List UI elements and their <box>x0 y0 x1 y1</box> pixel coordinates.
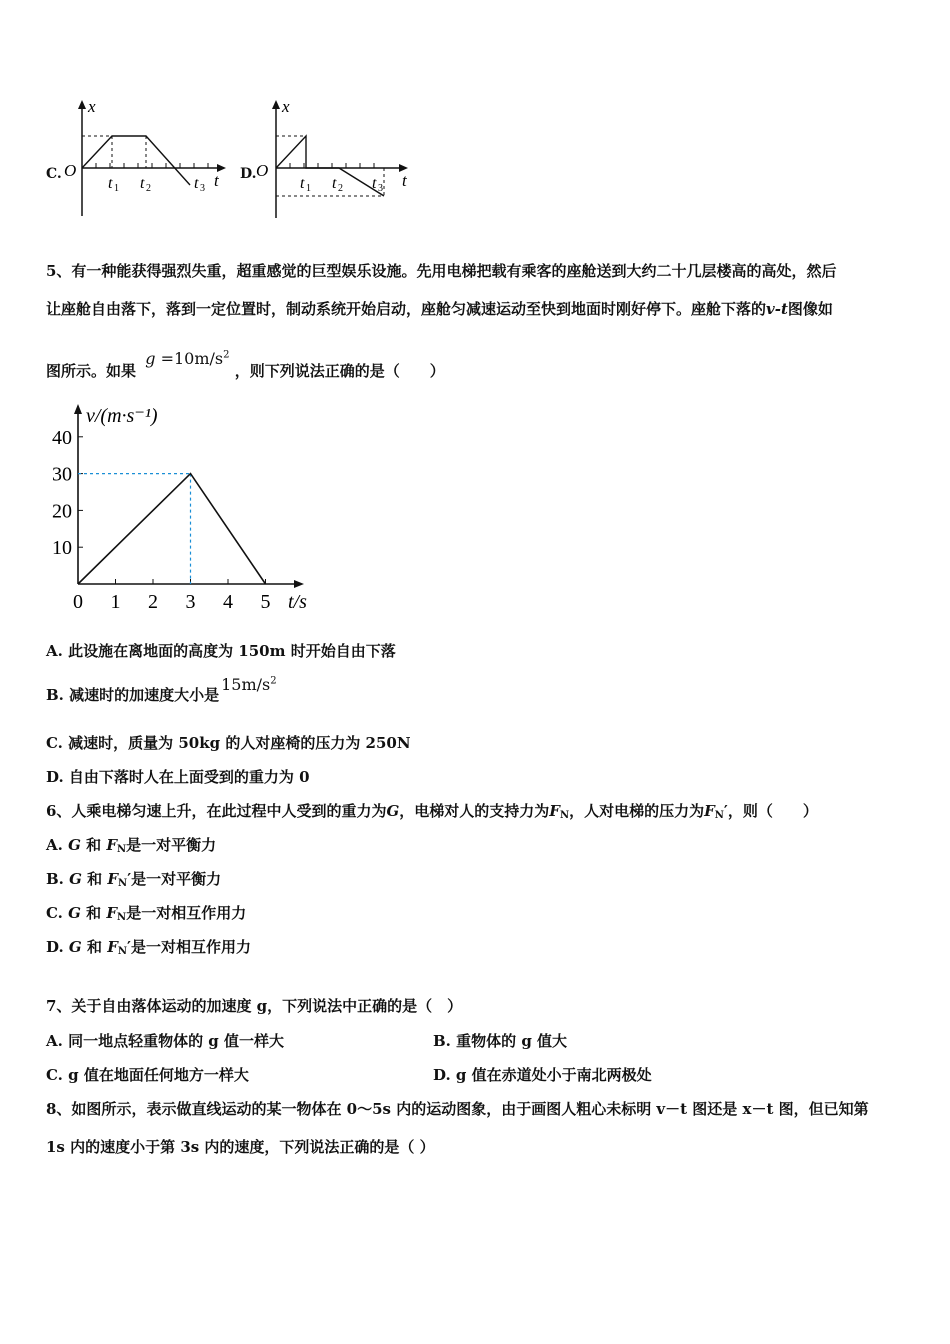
graph-c-t3-sub: 3 <box>200 183 205 194</box>
y-tick-label: 20 <box>52 500 72 523</box>
graph-d-t3: t <box>372 175 377 192</box>
q7-option-d: D. g 值在赤道处小于南北两极处 <box>433 1066 652 1084</box>
q5-formula <box>145 349 229 368</box>
q6-d-g: G <box>68 938 82 956</box>
x-tick-label: 3 <box>185 591 196 613</box>
y-axis-arrow <box>74 404 82 414</box>
q7-stem: 7、关于自由落体运动的加速度 g，下列说法中正确的是（ ） <box>46 997 463 1015</box>
q6-stem-g: G <box>386 802 400 820</box>
q5-line-2-pre: 让座舱自由落下，落到一定位置时，制动系统开始启动，座舱匀减速运动至快到地面时刚好停下。座舱下落的 <box>46 300 767 318</box>
q6-option-a <box>46 834 216 855</box>
q6-stem-f2: F <box>704 802 715 820</box>
graph-d-t2-sub: 2 <box>338 183 343 194</box>
x-tick-label: 5 <box>260 591 271 613</box>
x-tick-label: 2 <box>148 591 158 613</box>
graph-d-t2: t <box>332 175 337 192</box>
q5-line-2 <box>46 298 833 319</box>
q6-d-n: N <box>117 946 127 957</box>
q5-formula-g: g <box>145 349 156 368</box>
graph-c-t2-sub: 2 <box>146 183 151 194</box>
graph-c-origin: O <box>64 161 77 180</box>
q6-stem-prime: ′ <box>723 802 728 820</box>
q6-d-pre: D. <box>46 938 69 956</box>
q6-a-g: G <box>68 836 81 854</box>
q5-vt: v-t <box>766 300 788 318</box>
x-tick-label: 4 <box>223 591 233 613</box>
q5-option-c: C. 减速时，质量为 50kg 的人对座椅的压力为 250N <box>46 734 411 752</box>
q6-d-and: 和 <box>81 938 108 956</box>
graph-c-t1: t <box>108 175 113 192</box>
y-tick-label: 10 <box>52 537 72 560</box>
q6-c-f: F <box>106 904 118 922</box>
q6-stem-n2: N <box>714 810 724 821</box>
q5-option-b-pre: B. 减速时的加速度大小是 <box>46 686 220 704</box>
q6-d-post: 是一对相互作用力 <box>130 938 251 956</box>
q6-c-pre: C. <box>46 904 69 922</box>
graph-d-label: D. <box>240 166 257 182</box>
y-tick-label: 30 <box>52 463 72 486</box>
q6-stem-pre: 6、人乘电梯匀速上升，在此过程中人受到的重力为 <box>46 802 387 820</box>
q7-option-c: C. g 值在地面任何地方一样大 <box>46 1066 249 1084</box>
graph-c-svg <box>40 96 230 221</box>
q5-line-2-post: 图像如 <box>787 300 833 318</box>
graph-c-t2: t <box>140 175 145 192</box>
y-axis-label: v/(m·s⁻¹) <box>86 405 158 427</box>
q6-option-d <box>46 936 251 957</box>
q6-stem <box>46 800 818 821</box>
graph-d-t1-sub: 1 <box>306 183 311 194</box>
q6-c-post: 是一对相互作用力 <box>126 904 247 922</box>
graph-c-label: C. <box>46 166 62 182</box>
graph-d-t3-sub: 3 <box>378 183 383 194</box>
graph-c <box>40 96 230 221</box>
q6-stem-f: F <box>549 802 560 820</box>
q5-formula-exp: 2 <box>223 349 230 361</box>
x-tick-label: 1 <box>110 591 121 613</box>
x-axis-arrow <box>294 580 304 588</box>
q6-stem-post: ，则（ ） <box>727 802 818 820</box>
q5-line-1: 5、有一种能获得强烈失重，超重感觉的巨型娱乐设施。先用电梯把载有乘客的座舱送到大约二十几层楼高的高处，然后 <box>46 262 837 280</box>
q6-d-prime: ′ <box>126 938 131 956</box>
q5-line-3-post: ，则下列说法正确的是（ ） <box>234 362 445 380</box>
q6-a-n: N <box>117 844 127 855</box>
q6-c-n: N <box>117 912 127 923</box>
q5-formula-eq: =10m/s <box>160 349 224 368</box>
q5-option-b <box>46 675 277 705</box>
y-tick-label: 40 <box>52 426 72 449</box>
q5-option-b-formula <box>221 675 277 694</box>
graph-c-t3: t <box>194 175 199 192</box>
q8-line-1: 8、如图所示，表示做直线运动的某一物体在 0～5s 内的运动图象，由于画图人粗心未标明 v－t 图还是 x－t 图，但已知第 <box>46 1100 869 1118</box>
vt-chart <box>40 396 340 621</box>
q6-b-f: F <box>107 870 119 888</box>
q6-a-f: F <box>106 836 118 854</box>
q5-option-a: A. 此设施在离地面的高度为 150m 时开始自由下落 <box>46 642 396 660</box>
q6-c-g: G <box>68 904 81 922</box>
q6-b-n: N <box>118 878 128 889</box>
graph-c-t1-sub: 1 <box>114 183 119 194</box>
q6-option-b <box>46 868 221 889</box>
q6-a-pre: A. <box>46 836 69 854</box>
q6-b-and: 和 <box>81 870 108 888</box>
q5-option-b-value: 15m/s <box>221 675 271 694</box>
q8-line-2: 1s 内的速度小于第 3s 内的速度，下列说法正确的是（ ） <box>46 1138 435 1156</box>
graph-d-t1: t <box>300 175 305 192</box>
series-line <box>78 474 266 584</box>
x-tick-label: 0 <box>73 591 83 613</box>
q6-b-pre: B. <box>46 870 70 888</box>
q6-b-prime: ′ <box>127 870 132 888</box>
q6-b-g: G <box>69 870 82 888</box>
graph-d <box>234 96 424 221</box>
graph-c-y-label: x <box>88 97 96 116</box>
q5-line-3-pre: 图所示。如果 <box>46 362 137 380</box>
graph-d-origin: O <box>256 161 269 180</box>
graph-d-x-label: t <box>402 171 407 190</box>
graph-d-y-label: x <box>282 97 290 116</box>
q6-stem-n: N <box>559 810 570 821</box>
q6-a-and: 和 <box>80 836 107 854</box>
q6-option-c <box>46 902 246 923</box>
q6-c-and: 和 <box>80 904 107 922</box>
q6-stem-mid1: ，电梯对人的支持力为 <box>399 802 550 820</box>
graph-d-svg <box>234 96 424 221</box>
q5-option-d: D. 自由下落时人在上面受到的重力为 0 <box>46 768 310 786</box>
q6-d-f: F <box>107 938 118 956</box>
q6-stem-mid2: ，人对电梯的压力为 <box>569 802 705 820</box>
q6-a-post: 是一对平衡力 <box>126 836 217 854</box>
q5-option-b-exp: 2 <box>270 675 277 687</box>
x-axis-label: t/s <box>288 591 307 613</box>
q5-line-3 <box>46 349 445 381</box>
q6-b-post: 是一对平衡力 <box>131 870 222 888</box>
graph-c-x-label: t <box>214 171 219 190</box>
q7-option-b: B. 重物体的 g 值大 <box>433 1032 568 1050</box>
q7-option-a: A. 同一地点轻重物体的 g 值一样大 <box>46 1032 285 1050</box>
